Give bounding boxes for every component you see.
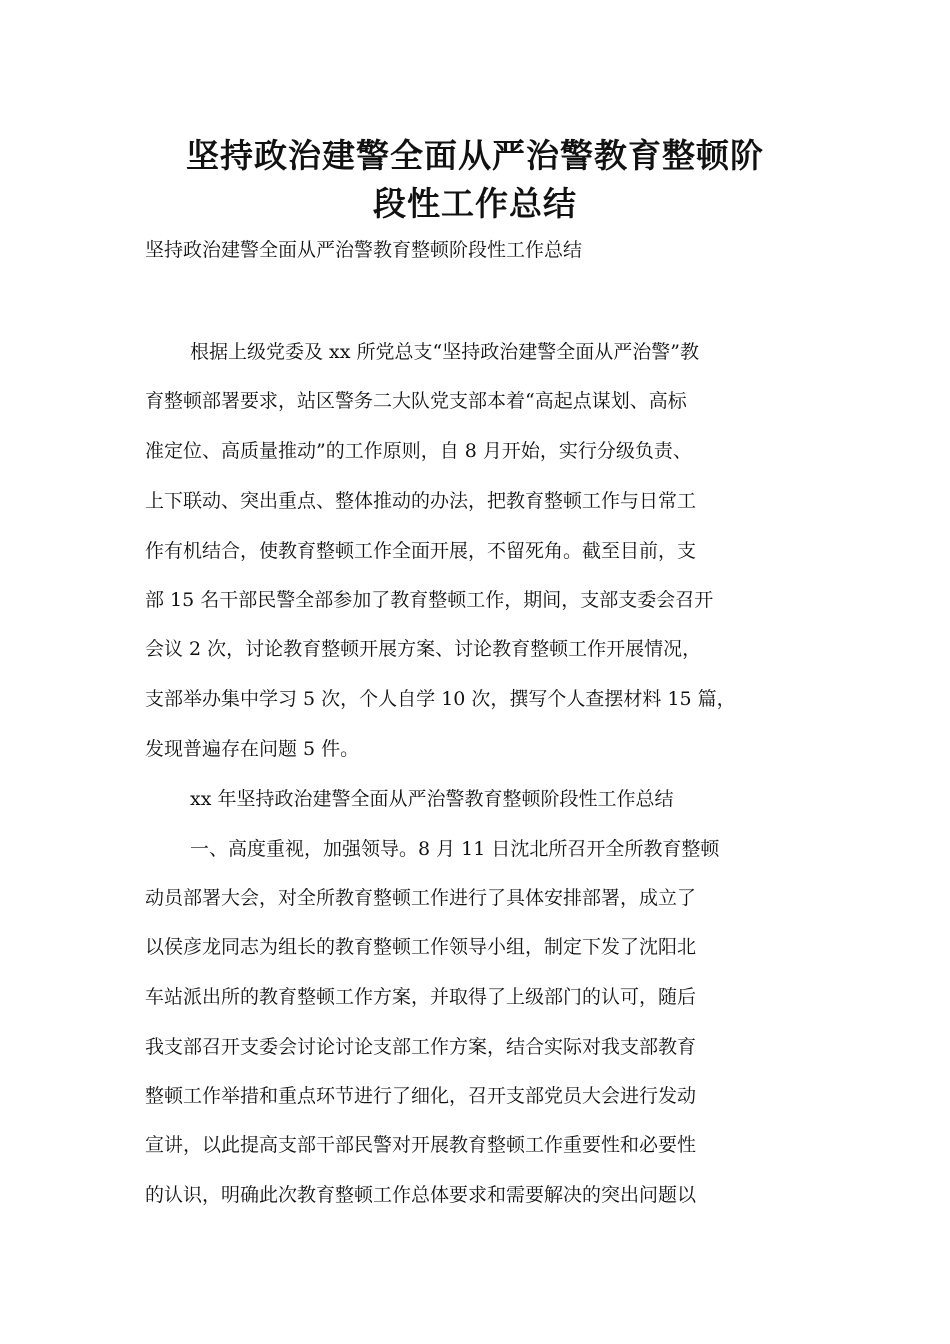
document-title-line-2: 段性工作总结 xyxy=(373,184,577,223)
paragraph-line: 的认识，明确此次教育整顿工作总体要求和需要解决的突出问题以 xyxy=(145,1184,697,1206)
document-title-line-1: 坚持政治建警全面从严治警教育整顿阶 xyxy=(186,136,764,175)
paragraph-line: 一、高度重视，加强领导。8 月 11 日沈北所召开全所教育整顿 xyxy=(190,838,720,860)
paragraph-line: 根据上级党委及 xx 所党总支“坚持政治建警全面从严治警”教 xyxy=(190,341,699,363)
paragraph-line: 宣讲，以此提高支部干部民警对开展教育整顿工作重要性和必要性 xyxy=(145,1134,697,1156)
section-heading: xx 年坚持政治建警全面从严治警教育整顿阶段性工作总结 xyxy=(190,788,674,810)
paragraph-line: 发现普遍存在问题 5 件。 xyxy=(145,738,360,760)
paragraph-line: 我支部召开支委会讨论讨论支部工作方案，结合实际对我支部教育 xyxy=(145,1036,697,1058)
paragraph-line: 车站派出所的教育整顿工作方案，并取得了上级部门的认可，随后 xyxy=(145,986,697,1008)
paragraph-line: 部 15 名干部民警全部参加了教育整顿工作，期间，支部支委会召开 xyxy=(145,589,714,611)
document-subtitle: 坚持政治建警全面从严治警教育整顿阶段性工作总结 xyxy=(145,239,583,261)
paragraph-line: 作有机结合，使教育整顿工作全面开展，不留死角。截至目前，支 xyxy=(145,540,697,562)
paragraph-line: 动员部署大会，对全所教育整顿工作进行了具体安排部署，成立了 xyxy=(145,887,697,909)
paragraph-line: 上下联动、突出重点、整体推动的办法，把教育整顿工作与日常工 xyxy=(145,490,697,512)
paragraph-line: 育整顿部署要求，站区警务二大队党支部本着“高起点谋划、高标 xyxy=(145,390,687,412)
paragraph-line: 准定位、高质量推动”的工作原则，自 8 月开始，实行分级负责、 xyxy=(145,440,692,462)
paragraph-line: 支部举办集中学习 5 次，个人自学 10 次，撰写个人查摆材料 15 篇， xyxy=(145,688,736,710)
paragraph-line: 整顿工作举措和重点环节进行了细化，召开支部党员大会进行发动 xyxy=(145,1085,697,1107)
paragraph-line: 以侯彦龙同志为组长的教育整顿工作领导小组，制定下发了沈阳北 xyxy=(145,936,697,958)
paragraph-line: 会议 2 次，讨论教育整顿开展方案、讨论教育整顿工作开展情况， xyxy=(145,638,702,660)
